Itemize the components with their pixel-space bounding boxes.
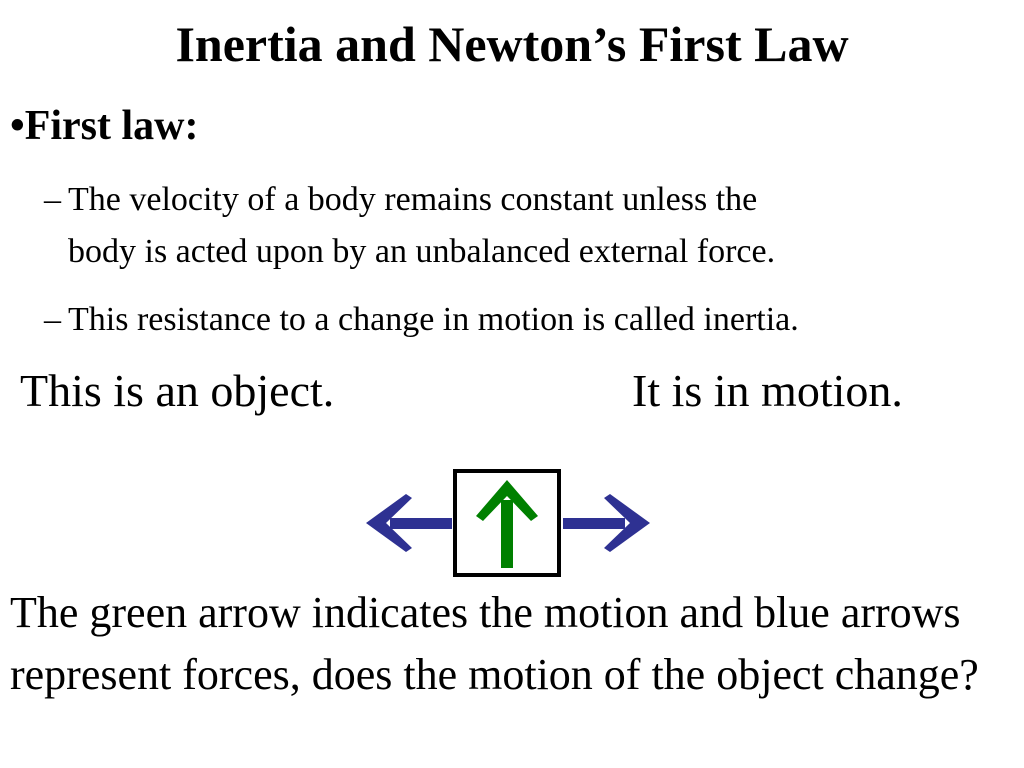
sub-bullet-inertia [44,294,994,346]
sub-bullet-velocity [44,174,994,278]
left-force-arrow-icon [366,494,452,552]
main-bullet [10,100,199,152]
slide-title: Inertia and Newton’s First Law [175,16,849,72]
caption-motion: It is in motion. [632,365,903,416]
question-text: The green arrow indicates the motion and blue arrows represent forces, does the motion of the object change? [10,588,979,699]
bullet-label: First law: [24,103,199,149]
caption-object: This is an object. [20,365,335,416]
right-force-arrow-icon [563,494,650,552]
bullet-symbol: • [10,103,25,149]
force-motion-diagram [360,466,660,582]
sub-bullet-dash: – [44,301,61,338]
sub-bullet-text-line1: The velocity of a body remains constant unless the [68,181,758,218]
sub-bullet-text: This resistance to a change in motion is called inertia. [68,301,799,338]
sub-bullet-dash: – [44,181,61,218]
sub-bullet-text-line2: body is acted upon by an unbalanced external force. [68,233,776,270]
